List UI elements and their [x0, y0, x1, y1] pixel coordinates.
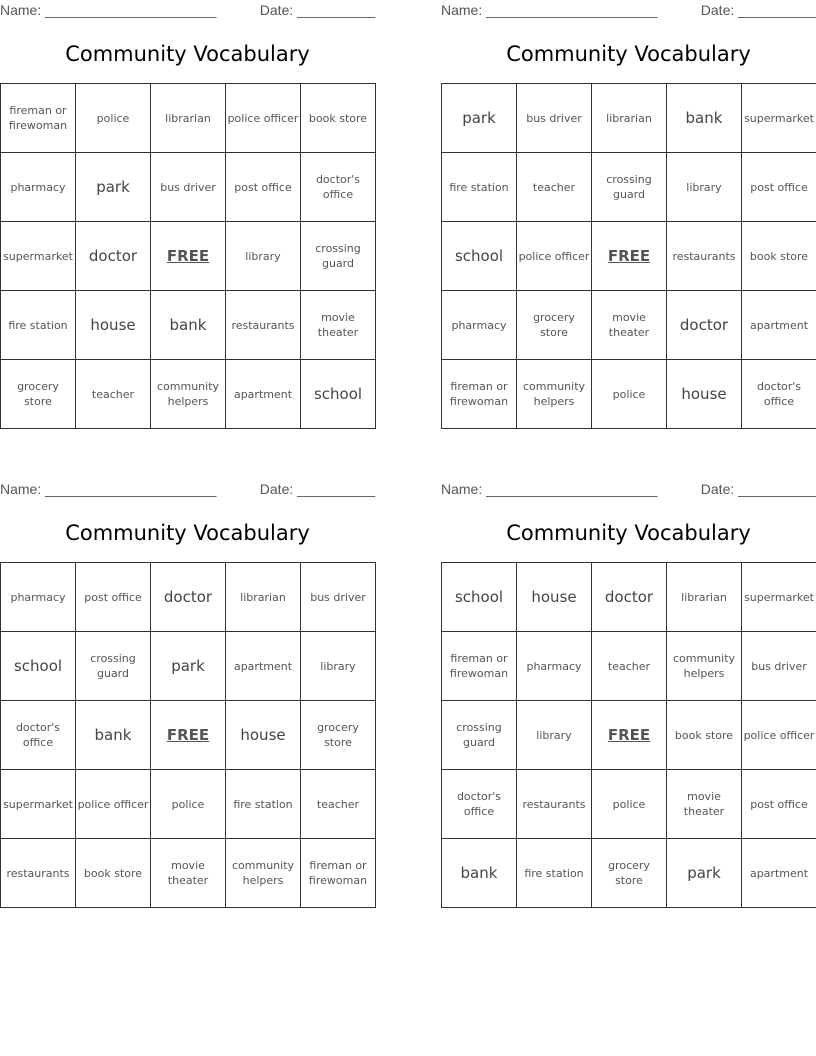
date-label: Date: __________ — [700, 2, 816, 18]
bingo-cell: post office — [76, 563, 151, 632]
bingo-cell: doctor's office — [1, 701, 76, 770]
grid-row — [1, 701, 376, 770]
bingo-cell: school — [1, 632, 76, 701]
bingo-cell: police — [76, 84, 151, 153]
bingo-cell: librarian — [151, 84, 226, 153]
bingo-cell: police officer — [742, 701, 816, 770]
bingo-cell: house — [226, 701, 301, 770]
name-date-line — [441, 479, 816, 499]
bingo-cell: library — [517, 701, 592, 770]
bingo-cell: house — [667, 360, 742, 429]
grid-row — [1, 770, 376, 839]
bingo-cell: supermarket — [742, 563, 816, 632]
grid-row — [1, 84, 376, 153]
free-space-cell: FREE — [151, 701, 226, 770]
name-label: Name: ______________________ — [0, 481, 217, 497]
bingo-cell: fire station — [226, 770, 301, 839]
bingo-cell: supermarket — [1, 770, 76, 839]
bingo-cell: police — [151, 770, 226, 839]
bingo-cell: pharmacy — [1, 153, 76, 222]
bingo-cell: doctor's office — [742, 360, 816, 429]
bingo-cell: crossing guard — [76, 632, 151, 701]
bingo-cell: park — [442, 84, 517, 153]
bingo-cell: bus driver — [742, 632, 816, 701]
bingo-cell: community helpers — [517, 360, 592, 429]
grid-row — [442, 839, 816, 908]
bingo-cell: house — [517, 563, 592, 632]
bingo-cell: book store — [667, 701, 742, 770]
grid-row — [442, 360, 816, 429]
bingo-cell: doctor — [592, 563, 667, 632]
bingo-cell: fireman or firewoman — [442, 632, 517, 701]
bingo-grid — [441, 562, 816, 908]
bingo-cell: bank — [151, 291, 226, 360]
bingo-cell: pharmacy — [442, 291, 517, 360]
name-date-line — [0, 0, 375, 20]
bingo-cell: librarian — [667, 563, 742, 632]
bingo-cell: crossing guard — [592, 153, 667, 222]
bingo-cell: librarian — [592, 84, 667, 153]
bingo-cell: restaurants — [667, 222, 742, 291]
name-label: Name: ______________________ — [0, 2, 217, 18]
bingo-cell: restaurants — [226, 291, 301, 360]
bingo-cell: supermarket — [1, 222, 76, 291]
bingo-cell: grocery store — [301, 701, 376, 770]
bingo-cell: apartment — [226, 632, 301, 701]
bingo-cell: movie theater — [667, 770, 742, 839]
bingo-cell: teacher — [301, 770, 376, 839]
bingo-cell: doctor's office — [442, 770, 517, 839]
bingo-cell: pharmacy — [1, 563, 76, 632]
bingo-cell: post office — [742, 770, 816, 839]
bingo-cell: teacher — [517, 153, 592, 222]
bingo-cell: crossing guard — [442, 701, 517, 770]
bingo-cell: book store — [742, 222, 816, 291]
bingo-cell: fire station — [1, 291, 76, 360]
name-label: Name: ______________________ — [441, 481, 658, 497]
grid-row — [1, 632, 376, 701]
bingo-cell: movie theater — [301, 291, 376, 360]
bingo-cell: crossing guard — [301, 222, 376, 291]
bingo-cell: bus driver — [301, 563, 376, 632]
bingo-cell: pharmacy — [517, 632, 592, 701]
bingo-cell: library — [301, 632, 376, 701]
grid-row — [442, 84, 816, 153]
bingo-cell: fireman or firewoman — [442, 360, 517, 429]
bingo-cell: teacher — [76, 360, 151, 429]
bingo-cell: doctor's office — [301, 153, 376, 222]
grid-row — [1, 360, 376, 429]
bingo-cell: librarian — [226, 563, 301, 632]
bingo-cell: book store — [76, 839, 151, 908]
grid-row — [1, 222, 376, 291]
name-date-line — [0, 479, 375, 499]
bingo-cell: fire station — [442, 153, 517, 222]
bingo-cell: teacher — [592, 632, 667, 701]
bingo-cell: grocery store — [592, 839, 667, 908]
bingo-cell: police officer — [76, 770, 151, 839]
grid-row — [442, 153, 816, 222]
bingo-cell: park — [76, 153, 151, 222]
bingo-cell: grocery store — [517, 291, 592, 360]
bingo-cell: fire station — [517, 839, 592, 908]
bingo-cell: library — [226, 222, 301, 291]
bingo-cell: apartment — [742, 839, 816, 908]
grid-row — [442, 701, 816, 770]
card-title: Community Vocabulary — [65, 521, 310, 545]
bingo-cell: doctor — [151, 563, 226, 632]
bingo-cell: fireman or firewoman — [301, 839, 376, 908]
bingo-cell: police officer — [226, 84, 301, 153]
bingo-cell: restaurants — [1, 839, 76, 908]
bingo-cell: movie theater — [151, 839, 226, 908]
bingo-cell: community helpers — [151, 360, 226, 429]
name-label: Name: ______________________ — [441, 2, 658, 18]
bingo-cell: bus driver — [517, 84, 592, 153]
bingo-cell: bank — [442, 839, 517, 908]
grid-row — [1, 291, 376, 360]
bingo-cell: grocery store — [1, 360, 76, 429]
bingo-cell: apartment — [742, 291, 816, 360]
grid-row — [442, 291, 816, 360]
bingo-cell: post office — [226, 153, 301, 222]
grid-row — [1, 839, 376, 908]
bingo-cell: school — [442, 563, 517, 632]
bingo-cell: fireman or firewoman — [1, 84, 76, 153]
bingo-cell: movie theater — [592, 291, 667, 360]
grid-row — [442, 222, 816, 291]
date-label: Date: __________ — [259, 2, 375, 18]
bingo-cell: library — [667, 153, 742, 222]
grid-row — [1, 563, 376, 632]
bingo-cell: supermarket — [742, 84, 816, 153]
card-title: Community Vocabulary — [506, 521, 751, 545]
bingo-grid — [441, 83, 816, 429]
bingo-cell: park — [151, 632, 226, 701]
bingo-cell: community helpers — [667, 632, 742, 701]
bingo-grid — [0, 83, 376, 429]
bingo-cell: doctor — [76, 222, 151, 291]
free-space-cell: FREE — [151, 222, 226, 291]
grid-row — [442, 632, 816, 701]
bingo-cell: bank — [667, 84, 742, 153]
bingo-cell: doctor — [667, 291, 742, 360]
bingo-cell: school — [442, 222, 517, 291]
bingo-cell: police — [592, 360, 667, 429]
bingo-cell: restaurants — [517, 770, 592, 839]
name-date-line — [441, 0, 816, 20]
card-title: Community Vocabulary — [65, 42, 310, 66]
bingo-cell: house — [76, 291, 151, 360]
bingo-cell: bank — [76, 701, 151, 770]
bingo-cell: post office — [742, 153, 816, 222]
grid-row — [442, 563, 816, 632]
bingo-cell: police officer — [517, 222, 592, 291]
date-label: Date: __________ — [259, 481, 375, 497]
date-label: Date: __________ — [700, 481, 816, 497]
bingo-cell: community helpers — [226, 839, 301, 908]
bingo-cell: park — [667, 839, 742, 908]
bingo-cell: book store — [301, 84, 376, 153]
bingo-cell: apartment — [226, 360, 301, 429]
grid-row — [442, 770, 816, 839]
bingo-cell: police — [592, 770, 667, 839]
free-space-cell: FREE — [592, 222, 667, 291]
grid-row — [1, 153, 376, 222]
free-space-cell: FREE — [592, 701, 667, 770]
bingo-cell: school — [301, 360, 376, 429]
bingo-grid — [0, 562, 376, 908]
card-title: Community Vocabulary — [506, 42, 751, 66]
bingo-cell: bus driver — [151, 153, 226, 222]
